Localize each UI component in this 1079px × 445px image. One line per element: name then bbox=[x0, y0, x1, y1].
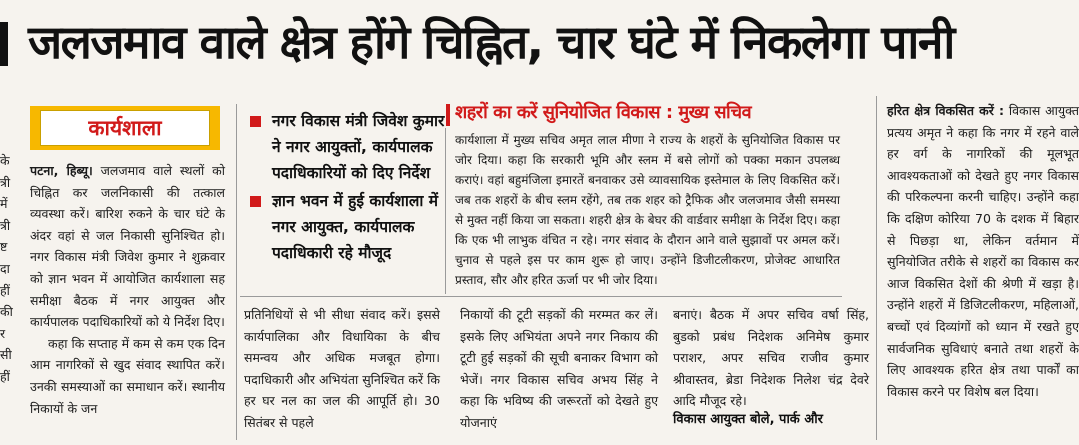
article-column-2: प्रतिनिधियों से भी सीधा संवाद करें। इससे कार्यपालिका और विधायिका के बीच समन्वय और अधिक मजबूत होगा। पदाधिकारी और अभियंता सुनिश्चित करें कि हर घर नल का जल की आपूर्ति हो। 30 सितंबर से पहले bbox=[244, 307, 440, 430]
box-text: कार्यशाला में मुख्य सचिव अमृत लाल मीणा ने राज्य के शहरों के सुनियोजित विकास पर जोर दिया। कहा कि सरकारी भूमि और स्लम में बसे लोगों को पक्का मकान उपलब्ध कराएं। वहां बहुमंजिला इमारतें बनवाकर उसे व्यावसायिक इस्तेमाल के लिए विकसित करें। जब तक शहरों के बीच स्लम रहेंगे, तब तक शहर को ट्रैफिक और जलजमाव जैसी समस्या से मुक्त नहीं किया जा सकता। शहरी क्षेत्र के बेघर की वार्डवार समीक्षा के निर्देश दिए। कहा कि एक भी लाभुक वंचित न रहे। नगर संवाद के दौरान आने वाले सुझावों पर अमल करें। चुनाव से पहले इस पर काम शुरू हो जाए। उन्होंने डिजीटलीकरण, प्रोजेक्ट आधारित प्रस्ताव, सौर और हरित ऊर्जा पर भी जोर दिया। bbox=[455, 133, 840, 287]
article-column-3: निकायों की टूटी सड़कों की मरम्मत कर लें। इसके लिए अभियंता अपने नगर निकाय की टूटी हुई सड़कों की सूची बनाकर विभाग को भेजें। नगर विकास सचिव अभय सिंह ने कहा कि भविष्य की जरूरतों को देखते हुए योजनाएं bbox=[460, 307, 658, 430]
article-para-2: कहा कि सप्ताह में कम से कम एक दिन आम नागरिकों से खुद संवाद स्थापित करें। उनकी समस्याओं का समाधान करें। स्थानीय निकायों के जन bbox=[30, 335, 225, 416]
article-para-1-text: जलजमाव वाले स्थलों को चिह्नित कर जलनिकासी की तत्काल व्यवस्था करें। बारिश रुकने के चार घंटे के अंदर वहां से जल निकासी सुनिश्चित हो। नगर विकास मंत्री जिवेश कुमार ने शुक्रवार को ज्ञान भवन में आयोजित कार्यशाला सह समीक्षा बैठक में नगर आयुक्त और कार्यपालक पदाधिकारियों को ये निर्देश दिए। bbox=[30, 163, 225, 330]
left-fragment: हीं bbox=[0, 368, 10, 384]
left-fragment: त्री bbox=[0, 174, 11, 190]
highlight-item bbox=[250, 188, 450, 266]
column-5-text: विकास आयुक्त प्रत्यय अमृत ने कहा कि नगर में रहने वाले हर वर्ग के नागरिकों की मूलभूत आवश्यकताओं को देखते हुए नगर विकास की परिकल्पना करनी चाहिए। उन्होंने कहा कि दक्षिण कोरिया 70 के दशक में बिहार से पिछड़ा था, लेकिन वर्तमान में सुनियोजित तरीके से शहरों का विकास कर आज विकसित देशों की श्रेणी में खड़ा है। उन्होंने शहरों में डिजिटलीकरण, महिलाओं, बच्चों एवं दिव्यांगों को ध्यान में रखते हुए सार्वजनिक सुविधाएं बनाते तथा शहरों के लिए आवश्यक हरित क्षेत्र तथा पार्कों का विकास करने पर विशेष बल दिया। bbox=[887, 103, 1079, 399]
headline bbox=[0, 0, 1079, 84]
left-edge-fragments bbox=[0, 150, 14, 388]
column-divider bbox=[236, 104, 237, 440]
column-5-subhead: हरित क्षेत्र विकसित करें : bbox=[887, 103, 1005, 118]
headline-text: जलजमाव वाले क्षेत्र होंगे चिह्नित, चार घंटे में निकलेगा पानी bbox=[28, 15, 954, 69]
column-divider-right bbox=[876, 96, 877, 440]
highlights-list bbox=[250, 108, 450, 268]
dateline: पटना, हिब्यू। bbox=[30, 163, 93, 178]
left-fragment: हीं bbox=[0, 282, 10, 298]
article-column-1 bbox=[30, 160, 225, 419]
highlight-text: नगर विकास मंत्री जिवेश कुमार ने नगर आयुक्तों, कार्यपालक पदाधिकारियों को दिए निर्देश bbox=[272, 112, 445, 182]
left-fragment: ष्ट bbox=[0, 239, 8, 255]
headline-left-bar bbox=[0, 22, 8, 66]
box-divider bbox=[445, 128, 446, 294]
left-fragment: र bbox=[0, 325, 6, 341]
left-fragment: की bbox=[0, 304, 13, 320]
bullet-square-icon bbox=[250, 196, 261, 207]
column-4-subhead: विकास आयुक्त बोले, पार्क और bbox=[673, 412, 823, 427]
article-column-4: बनाएं। बैठक में अपर सचिव वर्षा सिंह, बुडको प्रबंध निदेशक अनिमेष कुमार पराशर, अपर सचिव राजीव कुमार श्रीवास्तव, ब्रेडा निदेशक निलेश चंद्र देवरे आदि मौजूद रहे। bbox=[673, 307, 869, 409]
left-fragment: सी bbox=[0, 347, 12, 363]
section-badge bbox=[30, 106, 220, 150]
left-fragment: त्री bbox=[0, 217, 11, 233]
highlight-text: ज्ञान भवन में हुई कार्यशाला में नगर आयुक्त, कार्यपालक पदाधिकारी रहे मौजूद bbox=[272, 192, 439, 262]
article-column-5 bbox=[887, 100, 1079, 402]
left-fragment: दा bbox=[0, 260, 10, 276]
left-fragment: के bbox=[0, 153, 10, 168]
highlight-item bbox=[250, 108, 450, 186]
section-badge-label: कार्यशाला bbox=[40, 110, 210, 146]
box-title-accent bbox=[446, 104, 450, 126]
bullet-square-icon bbox=[250, 116, 261, 127]
article-para-1 bbox=[30, 160, 225, 333]
box-bottom-rule bbox=[240, 296, 842, 297]
left-fragment: में bbox=[0, 196, 8, 212]
box-title: शहरों का करें सुनियोजित विकास : मुख्य सचिव bbox=[455, 102, 752, 123]
